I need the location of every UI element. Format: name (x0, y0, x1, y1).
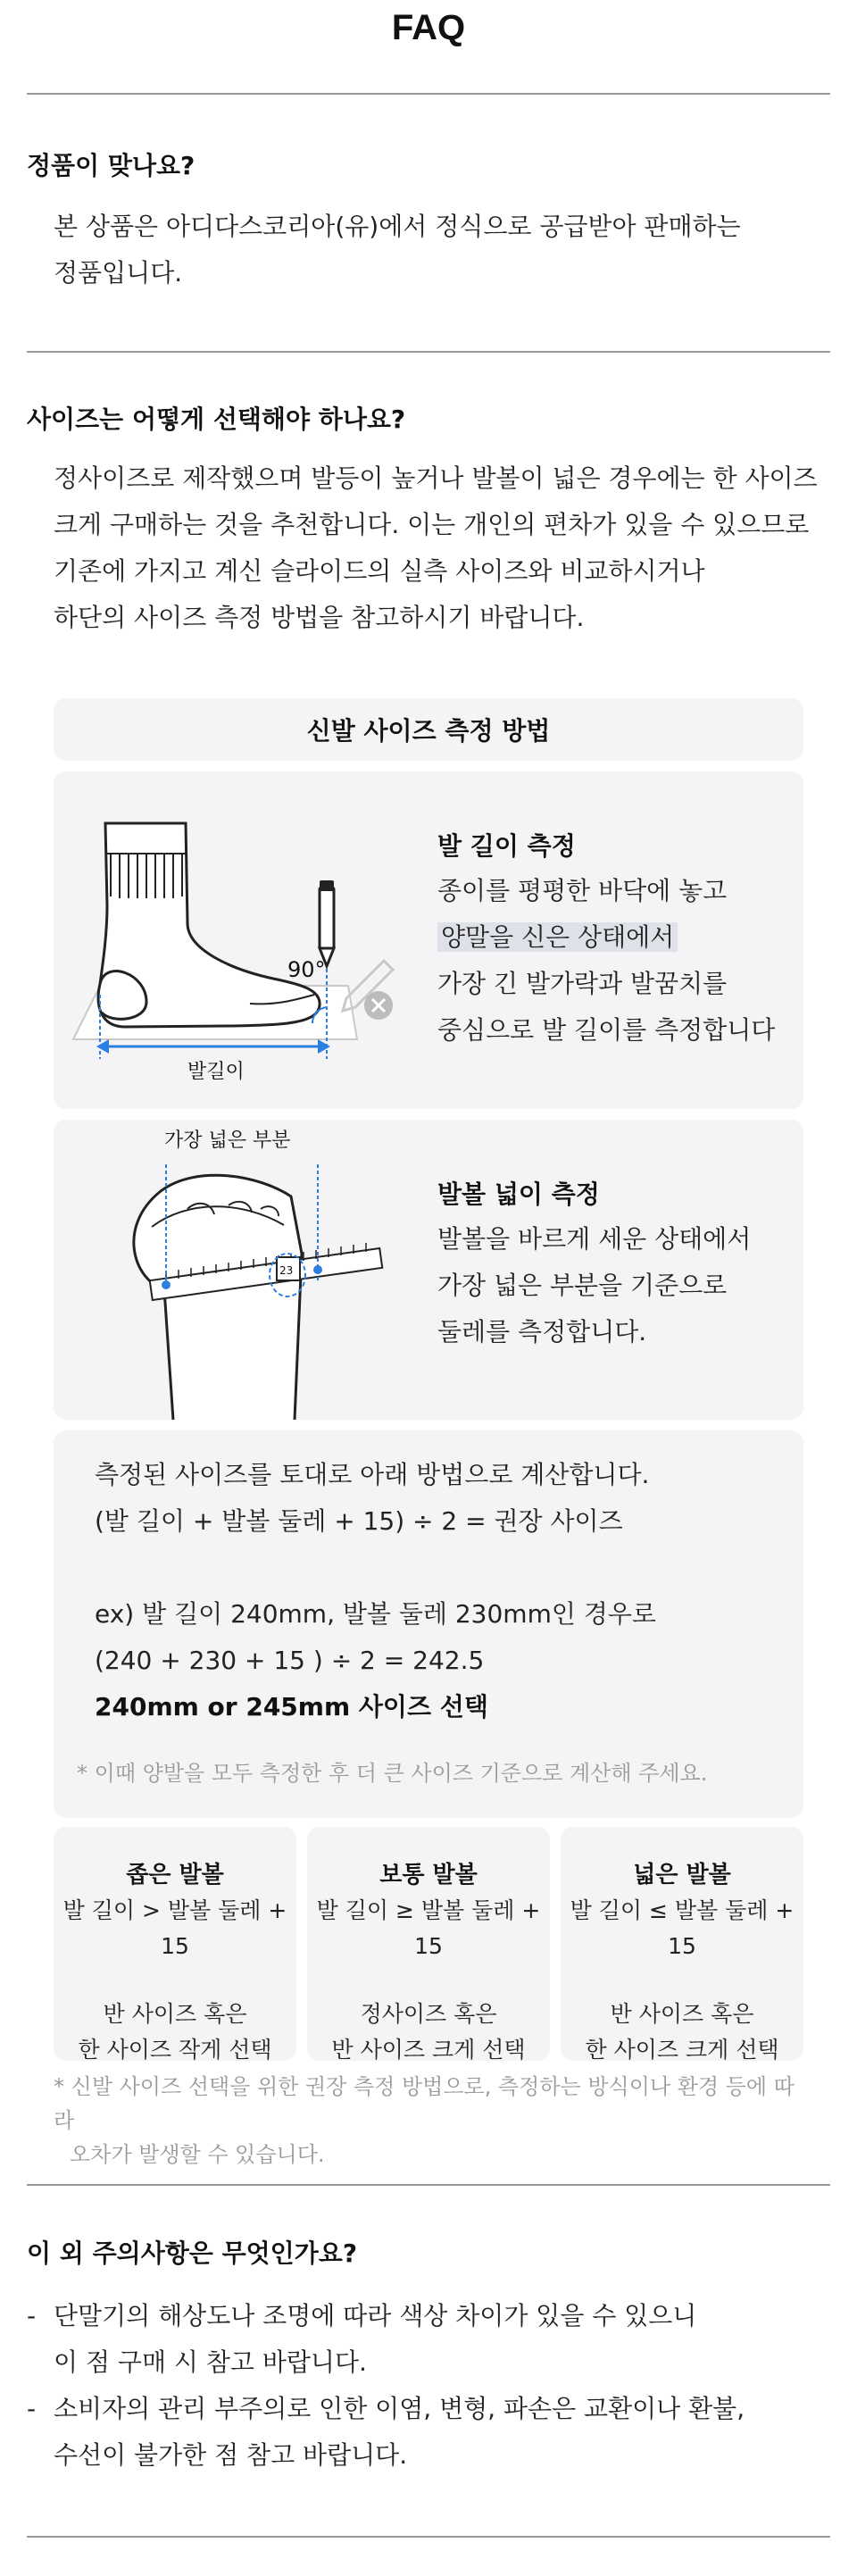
guide-footnote (54, 2070, 812, 2172)
answer-line: 하단의 사이즈 측정 방법을 참고하시기 바랍니다. (54, 603, 585, 632)
caution-text: 수선이 불가한 점 참고 바랍니다. (54, 2440, 408, 2470)
question-caution: 이 외 주의사항은 무엇인가요? (27, 2238, 358, 2268)
tape-number: 23 (279, 1264, 294, 1277)
ball-width-title: 발볼 넓이 측정 (437, 1180, 600, 1209)
card-result: 반 사이즈 혹은 (103, 2001, 247, 2027)
card-narrow (54, 1827, 296, 2061)
calc-result: 240mm or 245mm 사이즈 선택 (95, 1692, 488, 1722)
answer-line: 정품입니다. (54, 258, 183, 288)
card-result: 한 사이즈 크게 선택 (585, 2037, 779, 2063)
page-title: FAQ (391, 8, 466, 47)
calc-example: (240 + 230 + 15 ) ÷ 2 = 242.5 (95, 1646, 485, 1675)
divider (27, 2536, 830, 2538)
foot-length-line: 종이를 평평한 바닥에 놓고 (437, 876, 728, 905)
caution-item (27, 2386, 745, 2479)
ball-width-cards (54, 1827, 803, 2061)
foot-length-illustration (54, 771, 411, 1109)
angle-label: 90° (287, 957, 326, 982)
foot-length-panel (54, 771, 803, 1109)
card-title: 보통 발볼 (379, 1862, 478, 1888)
card-formula: 발 길이 > 발볼 둘레 + 15 (62, 1897, 287, 1959)
card-title: 넓은 발볼 (633, 1862, 731, 1888)
footnote-line: 오차가 발생할 수 있습니다. (70, 2142, 325, 2167)
divider (27, 351, 830, 353)
card-title: 좁은 발볼 (126, 1862, 224, 1888)
card-formula: 발 길이 ≥ 발볼 둘레 + 15 (316, 1897, 541, 1959)
caution-item (27, 2293, 696, 2386)
ball-width-panel (54, 1120, 803, 1420)
foot-length-line: 중심으로 발 길이를 측정합니다 (437, 1015, 776, 1045)
divider (27, 2184, 830, 2186)
answer-line: 정사이즈로 제작했으며 발등이 높거나 발볼이 넓은 경우에는 한 사이즈 (54, 463, 818, 493)
answer-line: 크게 구매하는 것을 추천합니다. 이는 개인의 편차가 있을 수 있으므로 (54, 510, 810, 539)
ball-width-line: 가장 넓은 부분을 기준으로 (437, 1271, 728, 1300)
card-normal (307, 1827, 550, 2061)
foot-length-line-highlight: 양말을 신은 상태에서 (437, 922, 678, 952)
caution-text: 이 점 구매 시 참고 바랍니다. (54, 2347, 367, 2377)
ball-width-line: 발볼을 바르게 세운 상태에서 (437, 1224, 752, 1254)
calc-note: * 이때 양발을 모두 측정한 후 더 큰 사이즈 기준으로 계산해 주세요. (77, 1761, 708, 1786)
dash-bullet: - (27, 2301, 37, 2330)
foot-length-label: 발길이 (187, 1061, 245, 1083)
card-formula: 발 길이 ≤ 발볼 둘레 + 15 (570, 1897, 795, 1959)
card-result: 반 사이즈 크게 선택 (331, 2037, 526, 2063)
divider (27, 93, 830, 95)
faq-size (0, 402, 857, 641)
calc-formula: (발 길이 + 발볼 둘레 + 15) ÷ 2 = 권장 사이즈 (95, 1506, 623, 1536)
faq-authentic (0, 148, 857, 296)
card-result: 한 사이즈 작게 선택 (78, 2037, 272, 2063)
question-authentic: 정품이 맞나요? (27, 151, 196, 180)
card-wide (561, 1827, 803, 2061)
faq-caution (0, 2236, 857, 2272)
foot-length-title: 발 길이 측정 (437, 831, 576, 861)
widest-part-label: 가장 넓은 부분 (164, 1130, 291, 1152)
foot-length-line: 가장 긴 발가락과 발꿈치를 (437, 969, 728, 998)
footnote-line: * 신발 사이즈 선택을 위한 권장 측정 방법으로, 측정하는 방식이나 환경 등에 따라 (54, 2074, 795, 2133)
ball-width-line: 둘레를 측정합니다. (437, 1317, 647, 1346)
calculation-panel (54, 1430, 803, 1818)
ball-width-illustration (54, 1120, 411, 1420)
dash-bullet: - (27, 2394, 37, 2423)
answer-line: 기존에 가지고 계신 슬라이드의 실측 사이즈와 비교하시거나 (54, 556, 705, 586)
card-result: 반 사이즈 혹은 (610, 2001, 754, 2027)
answer-line: 본 상품은 아디다스코리아(유)에서 정식으로 공급받아 판매하는 (54, 212, 741, 241)
caution-text: 단말기의 해상도나 조명에 따라 색상 차이가 있을 수 있으니 (54, 2301, 697, 2330)
calc-line: 측정된 사이즈를 토대로 아래 방법으로 계산합니다. (95, 1460, 650, 1489)
caution-text: 소비자의 관리 부주의로 인한 이염, 변형, 파손은 교환이나 환불, (54, 2394, 745, 2423)
calc-example: ex) 발 길이 240mm, 발볼 둘레 230mm인 경우로 (95, 1599, 656, 1629)
question-size: 사이즈는 어떻게 선택해야 하나요? (27, 404, 406, 434)
size-guide-header: 신발 사이즈 측정 방법 (54, 698, 803, 761)
card-result: 정사이즈 혹은 (360, 2001, 497, 2027)
